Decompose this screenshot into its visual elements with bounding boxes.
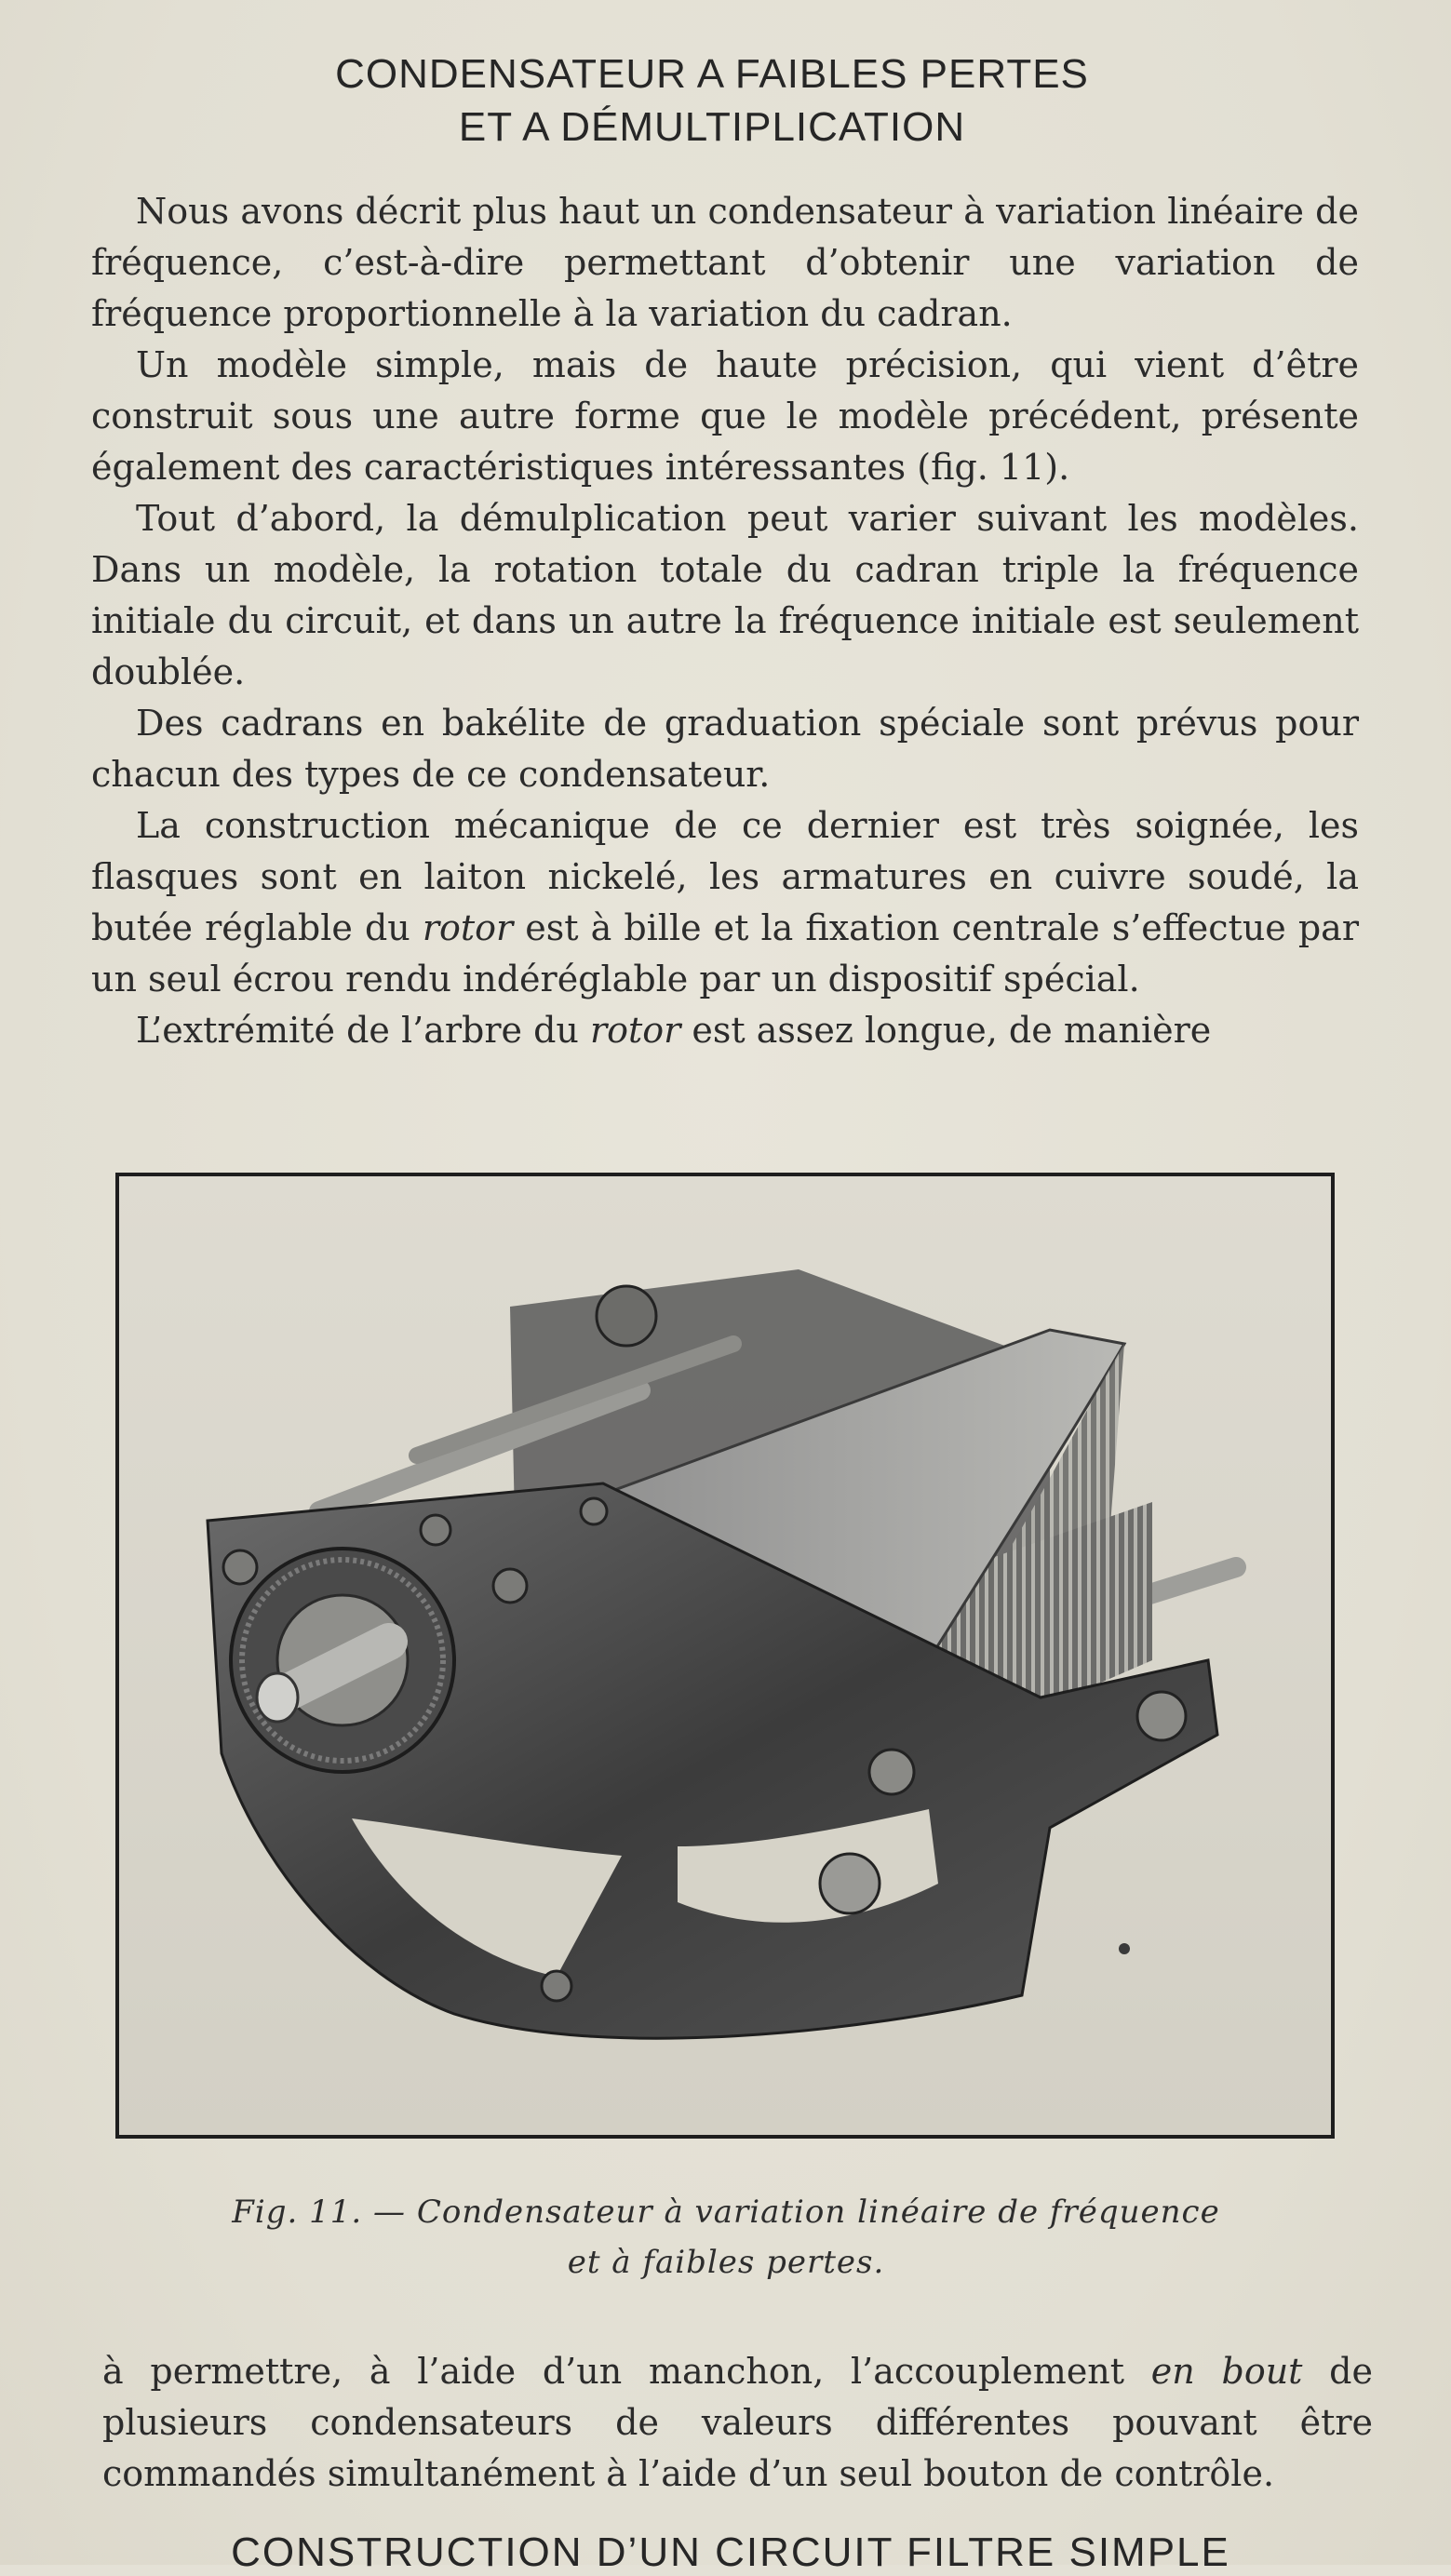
paragraph-6-part-b: est assez longue, de manière: [680, 1010, 1212, 1051]
figure-caption-line-1: Fig. 11. — Condensateur à variation linéaire de fréquence: [232, 2194, 1220, 2231]
paragraph-6: [91, 1005, 1359, 1056]
paragraph-3: Tout d’abord, la démulplication peut varier suivant les modèles. Dans un modèle, la rotation totale du cadran triple la fréquence initiale du circuit, et dans un autre la fréquence initiale est seulement doublée.: [91, 498, 1359, 692]
continuation-part-a: à permettre, à l’aide d’un manchon, l’accouplement: [102, 2351, 1151, 2392]
continuation-emphasis: en bout: [1150, 2351, 1303, 2392]
continuation-part-b: de plusieurs condensateurs de valeurs différentes pouvant être commandés simultanément à l’aide d’un seul bouton de contrôle.: [102, 2351, 1373, 2494]
figure-caption: [112, 2187, 1340, 2288]
adjust-knob-icon: [1137, 1692, 1186, 1740]
continuation-paragraph: [102, 2346, 1373, 2500]
paragraph-5: [91, 800, 1359, 1005]
print-speck: [1119, 1943, 1130, 1954]
paragraph-6-part-a: L’extrémité de l’arbre du: [136, 1010, 590, 1051]
paragraph-6-emphasis: rotor: [589, 1010, 681, 1051]
screw-icon: [493, 1569, 527, 1603]
nut-icon: [820, 1854, 880, 1913]
article-title-line-2: ET A DÉMULTIPLICATION: [458, 104, 966, 150]
paragraph-2: Un modèle simple, mais de haute précision, qui vient d’être construit sous une autre forme que le modèle précédent, présente également des caractéristiques intéressantes (fig. 11).: [91, 344, 1359, 488]
paragraph-4: Des cadrans en bakélite de graduation spéciale sont prévus pour chacun des types de ce condensateur.: [91, 703, 1359, 795]
paragraph-5-part-b: est à bille et la fixation centrale s’effectue par un seul écrou rendu indéréglable par un dispositif spécial.: [91, 907, 1359, 1000]
bearing-icon: [597, 1286, 656, 1346]
paragraph-5-part-a: La construction mécanique de ce dernier est très soignée, les flasques sont en laiton nickelé, les armatures en cuivre soudé, la butée réglable du: [91, 805, 1359, 948]
article-title-line-1: CONDENSATEUR A FAIBLES PERTES: [335, 51, 1089, 97]
screw-icon: [421, 1515, 450, 1545]
screw-icon: [581, 1498, 607, 1524]
article-body: [91, 186, 1359, 1056]
figure-photo-frame: [115, 1173, 1335, 2139]
continuation-text: [102, 2346, 1373, 2500]
screw-icon: [542, 1971, 571, 2001]
paragraph-1: Nous avons décrit plus haut un condensateur à variation linéaire de fréquence, c’est-à-dire permettant d’obtenir une variation de fréquence proportionnelle à la variation du cadran.: [91, 191, 1359, 334]
figure-caption-line-2: et à faibles pertes.: [567, 2244, 885, 2281]
paragraph-5-emphasis: rotor: [422, 907, 514, 948]
capacitor-photo-illustration: [119, 1176, 1331, 2135]
shaft-end: [257, 1673, 298, 1722]
next-section-heading: CONSTRUCTION D’UN CIRCUIT FILTRE SIMPLE: [231, 2529, 1230, 2575]
screw-icon: [869, 1750, 914, 1794]
screw-icon: [223, 1550, 257, 1584]
